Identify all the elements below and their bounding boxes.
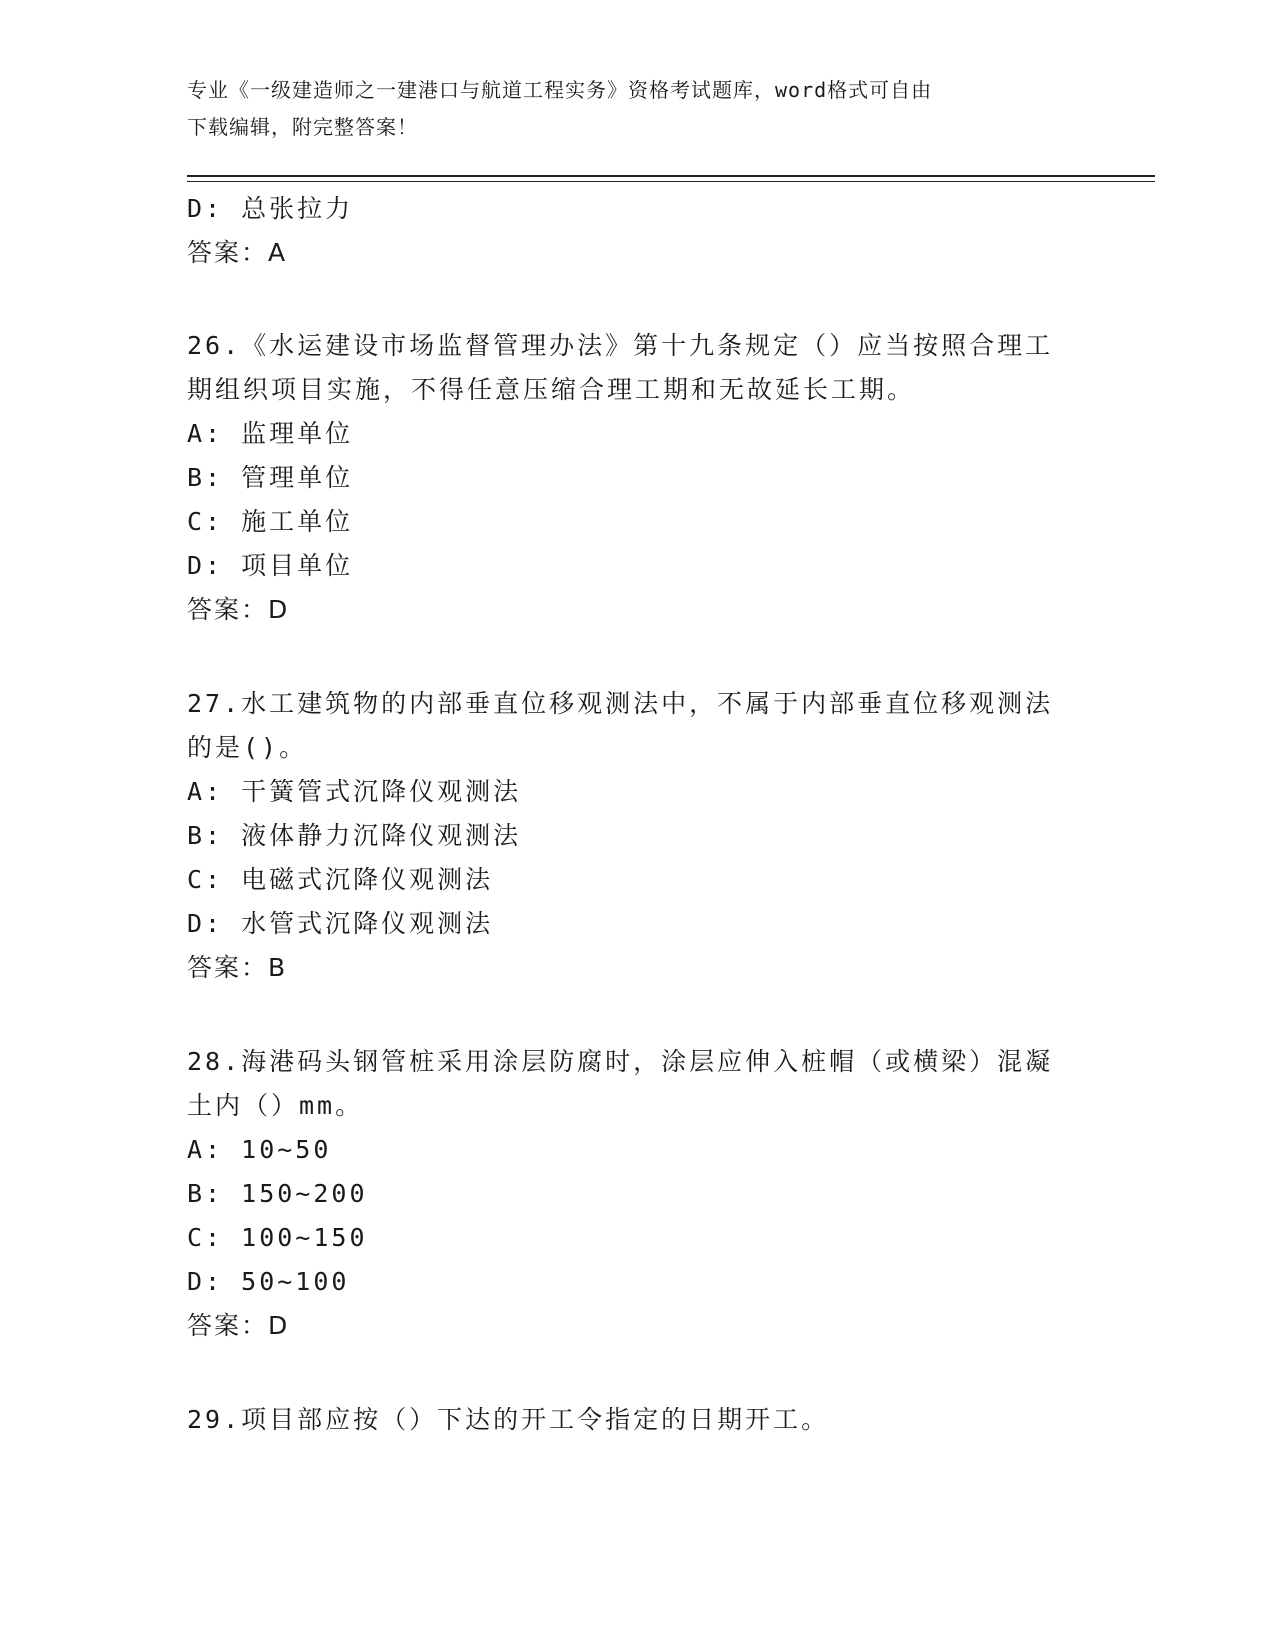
q27-stem-line-2: 的是()。 [187, 733, 308, 762]
q26-answer: 答案：D [187, 595, 290, 624]
q26-stem-line-1: 26.《水运建设市场监督管理办法》第十九条规定（）应当按照合理工 [187, 331, 1054, 360]
q28-answer: 答案：D [187, 1311, 290, 1340]
q27-option-b: B: 液体静力沉降仪观测法 [187, 821, 522, 850]
header-line-2: 下载编辑，附完整答案！ [187, 115, 418, 139]
q28-option-a: A: 10~50 [187, 1135, 332, 1164]
q26-stem-line-2: 期组织项目实施，不得任意压缩合理工期和无故延长工期。 [187, 375, 916, 404]
header-line-1: 专业《一级建造师之一建港口与航道工程实务》资格考试题库，word格式可自由 [187, 78, 933, 102]
q28-stem-line-1: 28.海港码头钢管桩采用涂层防腐时，涂层应伸入桩帽（或横梁）混凝 [187, 1047, 1054, 1076]
q29-stem-line-1: 29.项目部应按（）下达的开工令指定的日期开工。 [187, 1405, 830, 1434]
document-header [187, 72, 1067, 146]
q26-option-a: A: 监理单位 [187, 419, 354, 448]
q27-stem-line-1: 27.水工建筑物的内部垂直位移观测法中，不属于内部垂直位移观测法 [187, 689, 1054, 718]
header-rule-thin [187, 181, 1155, 182]
q27-option-a: A: 干簧管式沉降仪观测法 [187, 777, 522, 806]
prev-answer: 答案：A [187, 238, 288, 267]
q27-answer: 答案：B [187, 953, 288, 982]
q28-option-b: B: 150~200 [187, 1179, 368, 1208]
q28-option-d: D: 50~100 [187, 1267, 350, 1296]
q26-option-c: C: 施工单位 [187, 507, 354, 536]
header-rule-thick [187, 175, 1155, 177]
q28-option-c: C: 100~150 [187, 1223, 368, 1252]
q26-option-d: D: 项目单位 [187, 551, 354, 580]
q28-stem-line-2: 土内（）mm。 [187, 1091, 364, 1120]
q26-option-b: B: 管理单位 [187, 463, 354, 492]
prev-option-d: D: 总张拉力 [187, 194, 354, 223]
q27-option-c: C: 电磁式沉降仪观测法 [187, 865, 494, 894]
q27-option-d: D: 水管式沉降仪观测法 [187, 909, 494, 938]
